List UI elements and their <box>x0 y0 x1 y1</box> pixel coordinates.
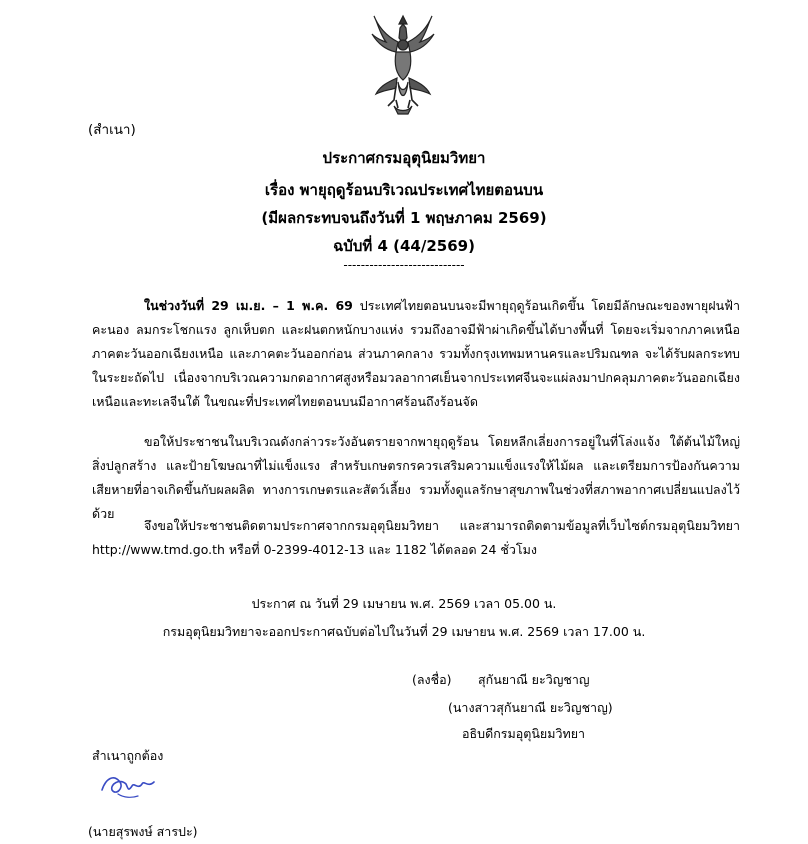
divider: ---------------------------- <box>343 258 465 272</box>
org-title: ประกาศกรมอุตุนิยมวิทยา <box>322 149 486 167</box>
certify-label: สำเนาถูกต้อง <box>92 748 164 763</box>
paragraph-2 <box>92 430 740 526</box>
subject-line: เรื่อง พายุฤดูร้อนบริเวณประเทศไทยตอนบน <box>264 181 544 199</box>
issue-number: ฉบับที่ 4 (44/2569) <box>333 237 475 255</box>
paragraph-1-text: ประเทศไทยตอนบนจะมีพายุฤดูร้อนเกิดขึ้น โดยมีลักษณะของพายุฝนฟ้าคะนอง ลมกระโชกแรง ลูกเห็บตก และฝนตกหนักบางแห่ง รวมถึงอาจมีฟ้าผ่าเกิดขึ้นได้บางพื้นที่ โดยจะเริ่มจากภาคเหนือ ภาคตะวันออกเฉียงเหนือ และภาคตะวันออกก่อน ส่วนภาคกลาง รวมทั้งกรุงเทพมหานครและปริมณฑล จะได้รับผลกระทบในระยะถัดไป เนื่องจากบริเวณความกดอากาศสูงหรือมวลอากาศเย็นจากประเทศจีนจะแผ่ลงมาปกคลุมภาคตะวันออกเฉียงเหนือและทะเลจีนใต้ ในขณะที่ประเทศไทยตอนบนมีอากาศร้อนถึงร้อนจัด <box>92 298 740 409</box>
copy-mark: (สำเนา) <box>88 122 136 138</box>
paragraph-3 <box>92 514 740 562</box>
paragraph-1 <box>92 294 740 414</box>
certifier-name: (นายสุรพงษ์ สารปะ) <box>88 824 198 839</box>
signed-label: (ลงชื่อ) <box>412 672 452 687</box>
paragraph-2-text: ขอให้ประชาชนในบริเวณดังกล่าวระวังอันตรายจากพายุฤดูร้อน โดยหลีกเลี่ยงการอยู่ในที่โล่งแจ้ง ใต้ต้นไม้ใหญ่ สิ่งปลูกสร้าง และป้ายโฆษณาที่ไม่แข็งแรง สำหรับเกษตรกรควรเสริมความแข็งแรงให้ไม้ผล และเตรียมการป้องกันความเสียหายที่อาจเกิดขึ้นกับผลผลิต ทางการเกษตรและสัตว์เลี้ยง รวมทั้งดูแลรักษาสุขภาพในช่วงที่สภาพอากาศเปลี่ยนแปลงไว้ด้วย <box>92 434 740 521</box>
signatory-full-name: (นางสาวสุกันยาณี ยะวิญชาญ) <box>448 700 613 715</box>
signatory-position: อธิบดีกรมอุตุนิยมวิทยา <box>462 726 586 741</box>
next-announcement: กรมอุตุนิยมวิทยาจะออกประกาศฉบับต่อไปในวันที่ 29 เมษายน พ.ศ. 2569 เวลา 17.00 น. <box>162 624 646 639</box>
signed-name: สุกันยาณี ยะวิญชาญ <box>478 672 590 687</box>
effect-line: (มีผลกระทบจนถึงวันที่ 1 พฤษภาคม 2569) <box>261 209 547 227</box>
paragraph-3-text: จึงขอให้ประชาชนติดตามประกาศจากกรมอุตุนิยมวิทยา และสามารถติดตามข้อมูลที่เว็บไซต์กรมอุตุนิยมวิทยา http://www.tmd.go.th หรือที่ 0-2399-4012-13 และ 1182 ได้ตลอด 24 ชั่วโมง <box>92 518 740 557</box>
handwritten-signature <box>98 768 158 802</box>
garuda-emblem <box>370 12 436 116</box>
date-range: ในช่วงวันที่ 29 เม.ย. – 1 พ.ค. 69 <box>144 298 353 313</box>
announce-date: ประกาศ ณ วันที่ 29 เมษายน พ.ศ. 2569 เวลา 05.00 น. <box>251 596 557 611</box>
